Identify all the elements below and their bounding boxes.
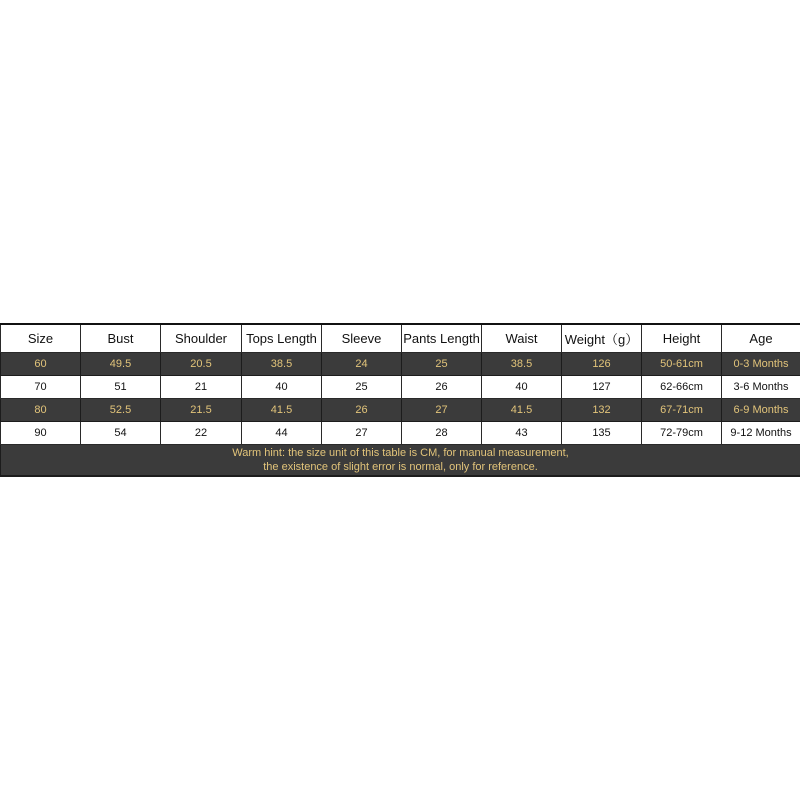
cell-shoulder: 21.5: [161, 399, 242, 422]
cell-bust: 52.5: [81, 399, 161, 422]
cell-bust: 54: [81, 422, 161, 445]
cell-pants-length: 25: [402, 353, 482, 376]
cell-tops-length: 40: [242, 376, 322, 399]
cell-sleeve: 25: [322, 376, 402, 399]
header-size: Size: [1, 324, 81, 353]
header-sleeve: Sleeve: [322, 324, 402, 353]
cell-tops-length: 38.5: [242, 353, 322, 376]
header-height: Height: [642, 324, 722, 353]
table-row: [1, 353, 800, 376]
table-row: [1, 422, 800, 445]
header-tops-length: Tops Length: [242, 324, 322, 353]
table-header-row: [1, 324, 800, 353]
cell-sleeve: 26: [322, 399, 402, 422]
cell-weight: 126: [562, 353, 642, 376]
table-row: [1, 376, 800, 399]
header-waist: Waist: [482, 324, 562, 353]
table-row: [1, 399, 800, 422]
cell-pants-length: 28: [402, 422, 482, 445]
note-line-1: Warm hint: the size unit of this table is CM, for manual measurement,: [232, 447, 569, 459]
cell-waist: 41.5: [482, 399, 562, 422]
cell-age: 0-3 Months: [722, 353, 800, 376]
cell-weight: 135: [562, 422, 642, 445]
cell-height: 67-71cm: [642, 399, 722, 422]
note-line-2: the existence of slight error is normal, only for reference.: [263, 461, 538, 473]
cell-waist: 40: [482, 376, 562, 399]
cell-size: 80: [1, 399, 81, 422]
table-note-row: [1, 445, 800, 477]
cell-weight: 127: [562, 376, 642, 399]
header-age: Age: [722, 324, 800, 353]
header-shoulder: Shoulder: [161, 324, 242, 353]
cell-height: 50-61cm: [642, 353, 722, 376]
size-chart-body: [1, 324, 800, 476]
cell-size: 70: [1, 376, 81, 399]
cell-shoulder: 22: [161, 422, 242, 445]
header-pants-length: Pants Length: [402, 324, 482, 353]
cell-waist: 38.5: [482, 353, 562, 376]
cell-sleeve: 27: [322, 422, 402, 445]
cell-shoulder: 20.5: [161, 353, 242, 376]
cell-waist: 43: [482, 422, 562, 445]
cell-sleeve: 24: [322, 353, 402, 376]
cell-age: 3-6 Months: [722, 376, 800, 399]
cell-height: 72-79cm: [642, 422, 722, 445]
cell-weight: 132: [562, 399, 642, 422]
cell-age: 9-12 Months: [722, 422, 800, 445]
cell-bust: 49.5: [81, 353, 161, 376]
cell-size: 90: [1, 422, 81, 445]
header-bust: Bust: [81, 324, 161, 353]
cell-shoulder: 21: [161, 376, 242, 399]
cell-bust: 51: [81, 376, 161, 399]
cell-size: 60: [1, 353, 81, 376]
cell-tops-length: 41.5: [242, 399, 322, 422]
size-chart-table: [0, 323, 800, 477]
header-weight: Weight（g）: [562, 324, 642, 353]
cell-height: 62-66cm: [642, 376, 722, 399]
measurement-note: [1, 445, 800, 477]
cell-pants-length: 27: [402, 399, 482, 422]
cell-age: 6-9 Months: [722, 399, 800, 422]
cell-pants-length: 26: [402, 376, 482, 399]
cell-tops-length: 44: [242, 422, 322, 445]
